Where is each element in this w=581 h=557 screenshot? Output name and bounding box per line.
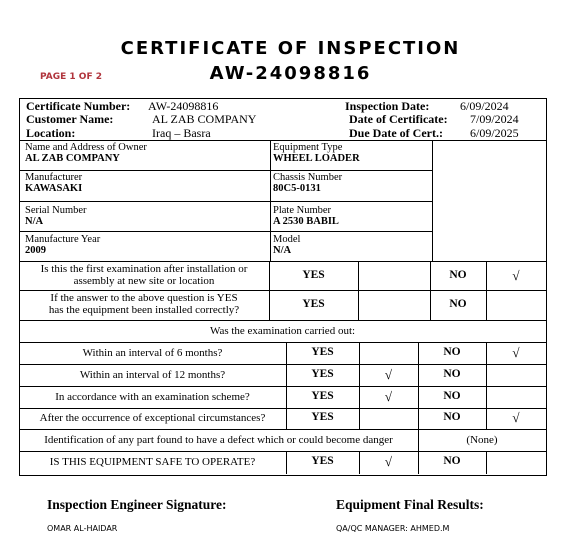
- certificate-date-label: Date of Certificate:: [349, 112, 448, 126]
- certificate-title: CERTIFICATE OF INSPECTION: [120, 38, 461, 59]
- answer-yes: YES: [302, 298, 325, 310]
- question-exam-scheme: In accordance with an examination scheme?: [55, 391, 250, 403]
- rule: [19, 201, 432, 202]
- rule: [19, 342, 546, 343]
- owner-label: Name and Address of Owner: [25, 142, 147, 153]
- question-installed-correctly: [19, 292, 269, 316]
- question-first-exam-line2: assembly at new site or location: [73, 275, 215, 287]
- question-6-months: Within an interval of 6 months?: [82, 347, 223, 359]
- check-mark-icon: √: [384, 367, 393, 382]
- manufacturer-label: Manufacturer: [25, 172, 83, 183]
- question-defect-identification: Identification of any part found to have a defect which or could become danger: [44, 434, 393, 446]
- answer-no: NO: [443, 346, 461, 358]
- owner-cell: [25, 142, 147, 164]
- serial-value: N/A: [25, 216, 44, 227]
- equipment-type-cell: [273, 142, 360, 164]
- rule: [432, 140, 433, 261]
- check-mark-icon: √: [384, 389, 393, 404]
- answer-yes: YES: [311, 411, 334, 423]
- rule: [19, 140, 546, 141]
- defect-answer: (None): [466, 434, 498, 446]
- answer-no: NO: [443, 455, 461, 467]
- rule: [19, 364, 546, 365]
- owner-value: AL ZAB COMPANY: [25, 153, 120, 164]
- chassis-cell: [273, 172, 342, 194]
- check-mark-icon: √: [512, 410, 520, 425]
- inspection-date-value: 6/09/2024: [460, 99, 509, 113]
- serial-cell: [25, 205, 87, 227]
- certificate-number-title: AW-24098816: [209, 63, 372, 84]
- rule: [19, 261, 546, 262]
- question-first-exam-line1: Is this the first examination after installation or: [40, 263, 248, 275]
- answer-no: NO: [449, 269, 467, 281]
- question-safe-to-operate: IS THIS EQUIPMENT SAFE TO OPERATE?: [49, 456, 256, 468]
- cert-number-value: AW-24098816: [148, 99, 219, 113]
- plate-label: Plate Number: [273, 205, 332, 216]
- rule: [19, 386, 546, 387]
- due-date-value: 6/09/2025: [470, 126, 519, 140]
- customer-value: AL ZAB COMPANY: [152, 112, 257, 126]
- certificate-date-value: 7/09/2024: [470, 112, 519, 126]
- answer-no: NO: [443, 411, 461, 423]
- chassis-label: Chassis Number: [273, 172, 343, 183]
- answer-yes: YES: [311, 346, 334, 358]
- due-date-label: Due Date of Cert.:: [349, 126, 443, 140]
- answer-no: NO: [443, 390, 461, 402]
- check-mark-icon: √: [512, 345, 520, 360]
- check-mark-icon: √: [384, 454, 393, 469]
- manufacturer-cell: [25, 172, 82, 194]
- model-value: N/A: [273, 245, 292, 256]
- rule: [486, 451, 487, 474]
- answer-yes: YES: [311, 455, 334, 467]
- plate-value: A 2530 BABIL: [273, 216, 339, 227]
- question-exceptional: After the occurrence of exceptional circumstances?: [39, 412, 266, 424]
- plate-cell: [273, 205, 339, 227]
- final-results-label: Equipment Final Results:: [336, 497, 484, 512]
- answer-yes: YES: [311, 390, 334, 402]
- equipment-type-label: Equipment Type: [273, 142, 343, 153]
- equipment-type-value: WHEEL LOADER: [273, 153, 360, 164]
- year-value: 2009: [25, 245, 46, 256]
- manufacturer-value: KAWASAKI: [25, 183, 83, 194]
- location-value: Iraq – Basra: [152, 126, 211, 140]
- year-label: Manufacture Year: [25, 234, 101, 245]
- rule: [19, 290, 546, 291]
- rule: [19, 429, 546, 430]
- rule: [19, 170, 432, 171]
- question-installed-line2: has the equipment been installed correctly?: [48, 304, 240, 316]
- inspection-date-label: Inspection Date:: [345, 99, 430, 113]
- rule: [19, 231, 432, 232]
- model-label: Model: [273, 234, 301, 245]
- rule: [19, 451, 546, 452]
- answer-no: NO: [443, 368, 461, 380]
- customer-label: Customer Name:: [26, 112, 114, 126]
- rule: [359, 342, 360, 429]
- page-label: PAGE 1 OF 2: [40, 72, 102, 82]
- rule: [19, 408, 546, 409]
- check-mark-icon: √: [512, 268, 520, 283]
- exam-carried-out-header: Was the examination carried out:: [209, 325, 356, 337]
- answer-yes: YES: [311, 368, 334, 380]
- answer-yes: YES: [302, 269, 325, 281]
- answer-no: NO: [449, 298, 467, 310]
- question-first-exam: [19, 263, 269, 287]
- location-label: Location:: [26, 126, 76, 140]
- engineer-signature-label: Inspection Engineer Signature:: [47, 497, 227, 512]
- year-cell: [25, 234, 100, 256]
- qa-manager-name: QA/QC MANAGER: AHMED.M: [336, 524, 450, 533]
- rule: [19, 320, 546, 321]
- serial-label: Serial Number: [25, 205, 87, 216]
- rule: [358, 261, 359, 320]
- engineer-name: OMAR AL-HAIDAR: [47, 524, 118, 533]
- question-installed-line1: If the answer to the above question is YES: [50, 292, 238, 304]
- model-cell: [273, 234, 300, 256]
- question-12-months: Within an interval of 12 months?: [79, 369, 226, 381]
- rule: [270, 140, 271, 261]
- cert-number-label: Certificate Number:: [26, 99, 131, 113]
- chassis-value: 80C5-0131: [273, 183, 321, 194]
